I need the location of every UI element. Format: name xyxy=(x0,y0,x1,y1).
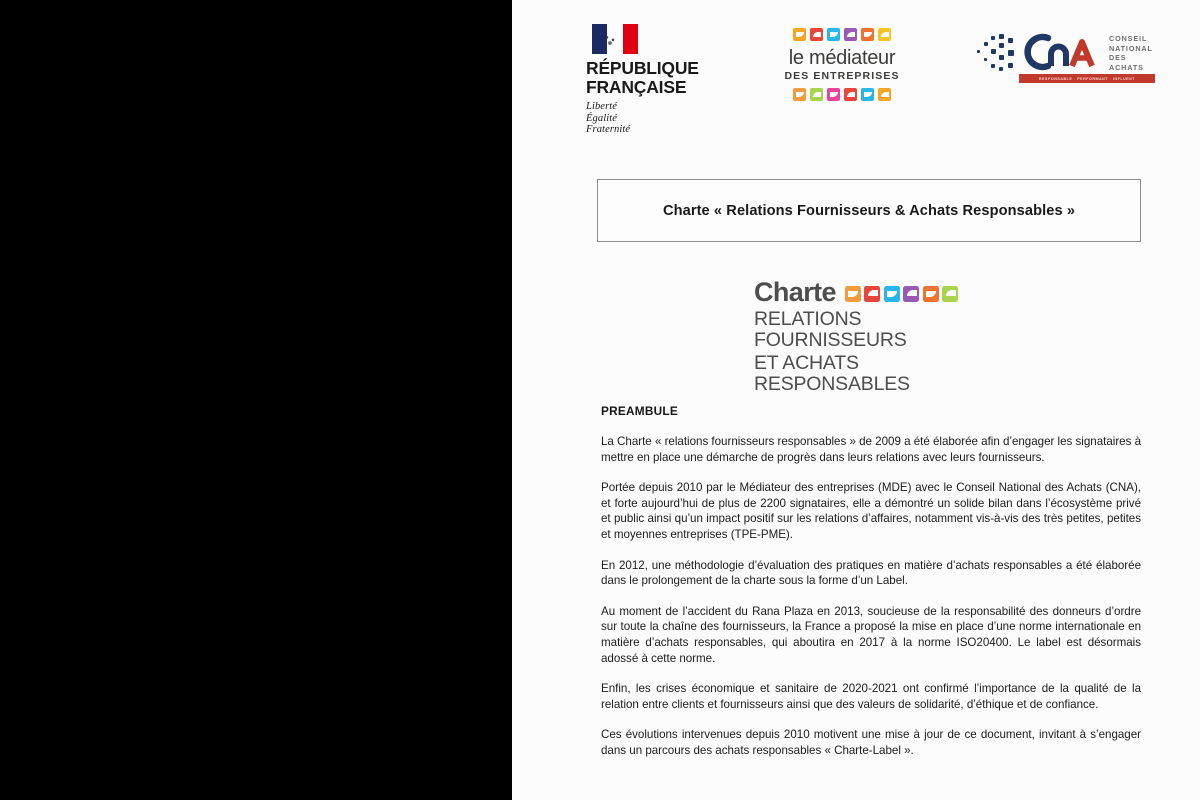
mediateur-square-2 xyxy=(810,28,823,41)
charte-subtitle-line-1: RELATIONS FOURNISSEURS xyxy=(754,308,907,351)
mediateur-title: le médiateur xyxy=(788,47,896,69)
mediateur-square-8 xyxy=(810,88,823,101)
mediateur-square-11 xyxy=(861,88,874,101)
charte-wordmark: Charte xyxy=(754,277,836,307)
preamble-section xyxy=(601,404,1141,759)
french-flag-icon xyxy=(592,24,638,54)
republique-title xyxy=(586,59,736,96)
mediateur-square-6 xyxy=(878,28,891,41)
cna-red-banner xyxy=(1019,74,1155,83)
paragraph: Ces évolutions intervenues depuis 2010 motivent une mise à jour de ce document, invitant à s’engager dans un parcours des achats responsables « Charte-Label ». xyxy=(601,728,1141,757)
charte-square-3 xyxy=(884,286,900,302)
cna-banner-text: RESPONSABLE · PERFORMANT · INFLUENT xyxy=(1038,76,1136,81)
republique-line-2: FRANÇAISE xyxy=(586,76,687,97)
mediateur-bottom-squares xyxy=(772,88,912,101)
charte-square-6 xyxy=(942,286,958,302)
flag-red-band xyxy=(623,24,638,54)
cna-tagline-block xyxy=(1109,34,1157,72)
cna-text-line-2: NATIONAL xyxy=(1109,43,1153,53)
paragraph: Portée depuis 2010 par le Médiateur des entreprises (MDE) avec le Conseil National des Achats (CNA), et forte aujourd’hui de plus de 2200 signataires, elle a démontré un solide bilan dans l’écosystème privé et public ainsi qu’un impact positif sur les relations d’affaires, notamment vis-à-vis des très petites, petites et moyennes entreprises (TPE-PME). xyxy=(601,481,1141,541)
charte-square-2 xyxy=(864,286,880,302)
charte-logo-top-row xyxy=(754,278,984,306)
paragraph: Enfin, les crises économique et sanitaire de 2020-2021 ont confirmé l’importance de la qualité de la relation entre clients et fournisseurs ainsi que des valeurs de solidarité, d’éthique et de confiance. xyxy=(601,682,1141,711)
mediateur-square-9 xyxy=(827,88,840,101)
flag-white-band-marianne xyxy=(607,24,622,54)
cna-text-line-3: DES ACHATS xyxy=(1109,53,1144,72)
mediateur-square-7 xyxy=(793,88,806,101)
republique-line-1: RÉPUBLIQUE xyxy=(586,58,699,78)
paragraph: La Charte « relations fournisseurs responsables » de 2009 a été élaborée afin d’engager les signataires à mettre en place une démarche de progrès dans leurs relations avec leurs fournisseurs. xyxy=(601,435,1141,464)
republique-francaise-logo xyxy=(586,24,736,136)
charte-square-strip xyxy=(845,283,959,302)
mediateur-square-3 xyxy=(827,28,840,41)
mediateur-square-12 xyxy=(878,88,891,101)
section-heading-preambule: PREAMBULE xyxy=(601,404,678,418)
charte-square-4 xyxy=(903,286,919,302)
mediateur-square-5 xyxy=(861,28,874,41)
devise-fraternite: Fraternité xyxy=(586,124,631,135)
mediateur-square-10 xyxy=(844,88,857,101)
charte-square-5 xyxy=(923,286,939,302)
mediateur-subtitle: DES ENTREPRISES xyxy=(784,70,900,82)
paragraph: En 2012, une méthodologie d’évaluation des pratiques en matière d’achats responsables a été élaborée dans le prolongement de la charte sous la forme d’un Label. xyxy=(601,558,1141,588)
cna-logo xyxy=(977,28,1157,88)
document-page xyxy=(512,0,1200,800)
mediateur-square-1 xyxy=(793,28,806,41)
document-title-box xyxy=(597,179,1141,242)
cna-wordmark-icon xyxy=(1015,28,1105,76)
mediateur-top-squares xyxy=(772,28,912,41)
devise-egalite: Égalité xyxy=(586,112,618,124)
mediateur-square-4 xyxy=(844,28,857,41)
devise-liberte: Liberté xyxy=(586,101,618,112)
le-mediateur-logo xyxy=(772,28,912,101)
charte-brand-logo xyxy=(754,278,984,394)
logo-header-band xyxy=(512,0,1200,150)
cna-text-line-1: CONSEIL xyxy=(1109,34,1148,43)
document-title: Charte « Relations Fournisseurs & Achats Responsables » xyxy=(662,202,1076,219)
paragraph: Au moment de l’accident du Rana Plaza en 2013, soucieuse de la responsabilité des donneurs d’ordre sur toute la chaîne des fournisseurs, la France a proposé la mise en place d’une norme internationale en matière d’achats responsables, qui aboutira en 2017 à la norme ISO20400. Le label est désormais adossé à cette norme. xyxy=(601,604,1141,665)
charte-subtitle-line-2: ET ACHATS RESPONSABLES xyxy=(754,352,910,395)
charte-square-1 xyxy=(845,286,861,302)
republique-devise xyxy=(586,101,736,136)
